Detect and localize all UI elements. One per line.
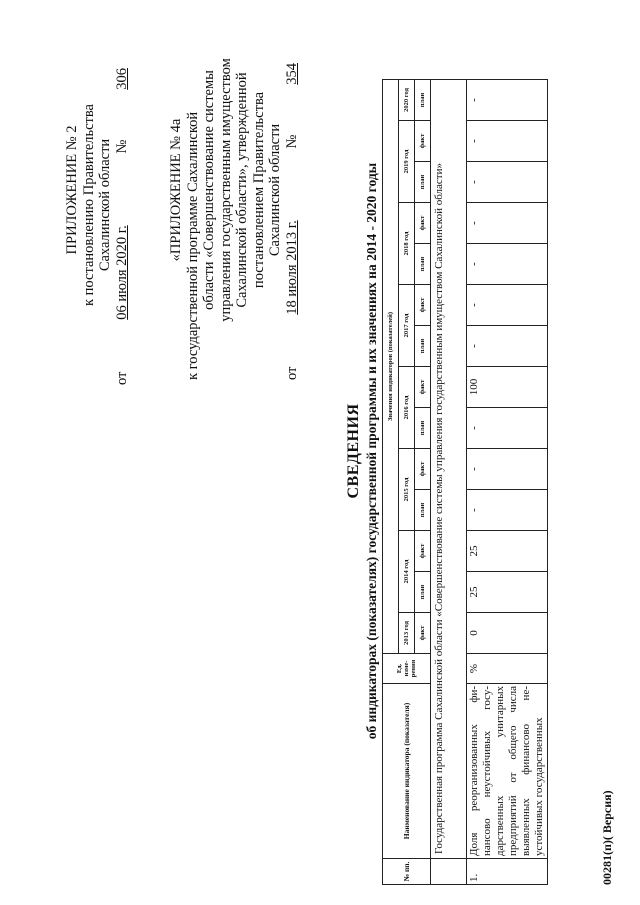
value-2015-fact: - [467, 449, 548, 490]
value-2013-fact: 0 [467, 613, 548, 654]
appendix-2-from-label: от [113, 371, 130, 385]
appendix-4a-line4: Сахалинской области», утвержденной [234, 72, 250, 308]
appendix-2-line2: Сахалинской области [97, 138, 113, 272]
value-2020-plan: - [467, 80, 548, 121]
value-2014-fact: 25 [467, 531, 548, 572]
value-2014-plan: 25 [467, 572, 548, 613]
col-header-values: Значения индикаторов (показателей) [383, 80, 399, 654]
value-2016-fact: 100 [467, 367, 548, 408]
value-2017-plan: - [467, 326, 548, 367]
sub-header-plan: план [415, 80, 431, 121]
sub-header-fact: факт [415, 531, 431, 572]
appendix-4a-number-label: № [283, 134, 300, 149]
appendix-2-block [64, 25, 130, 385]
section-row-program: Государственная программа Сахалинской области «Совершенствование системы управления государственным имуществом Сахалинской области» [431, 80, 467, 859]
section-row-spacer [431, 859, 467, 885]
appendix-2-date-row [114, 50, 131, 385]
appendix-2-line1: к постановлению Правительства [80, 104, 97, 306]
year-header-2015: 2015 год [399, 449, 415, 531]
indicators-table [382, 79, 548, 885]
row-indicator-name: Доля реорганизованных фи- нансово неустойчивых госу- дарственных унитарных предприятий от общего числа выявленных финансово не- устойчивых государственных [467, 684, 548, 859]
appendix-4a-number: 354 [283, 63, 300, 85]
document-subtitle: об индикаторах (показателях) государственной программы и их значениях на 2014 - 2020 годы [364, 162, 379, 740]
appendix-4a-line3: управления государственным имуществом [217, 58, 234, 322]
appendix-4a-line5: постановлением Правительства [250, 91, 267, 289]
appendix-4a-title: «ПРИЛОЖЕНИЕ № 4а [168, 118, 184, 262]
year-header-2013: 2013 год [399, 613, 415, 654]
sub-header-fact: факт [415, 285, 431, 326]
year-header-2017: 2017 год [399, 285, 415, 367]
appendix-2-title: ПРИЛОЖЕНИЕ № 2 [64, 125, 80, 255]
appendix-4a-date: 18 июля 2013 г. [283, 220, 300, 315]
year-header-2018: 2018 год [399, 203, 415, 285]
document-title: СВЕДЕНИЯ [345, 403, 362, 499]
sub-header-fact: факт [415, 449, 431, 490]
sub-header-plan: план [415, 162, 431, 203]
value-2017-fact: - [467, 285, 548, 326]
sub-header-fact: факт [415, 203, 431, 244]
row-unit: % [467, 654, 548, 684]
value-2018-fact: - [467, 203, 548, 244]
appendix-4a-line1: к государственной программе Сахалинской [184, 111, 201, 380]
appendix-4a-line2: области «Совершенствование системы [201, 70, 217, 310]
col-header-number: № пп. [383, 859, 431, 885]
sub-header-fact: факт [415, 613, 431, 654]
document-code: 00281(п)( Версия) [600, 790, 614, 885]
col-header-name: Наименование индикатора (показателя) [383, 684, 431, 859]
year-header-2014: 2014 год [399, 531, 415, 613]
value-2015-plan: - [467, 490, 548, 531]
sub-header-fact: факт [415, 367, 431, 408]
row-number: 1. [467, 859, 548, 885]
value-2016-plan: - [467, 408, 548, 449]
sub-header-plan: план [415, 490, 431, 531]
sub-header-fact: факт [415, 121, 431, 162]
sub-header-plan: план [415, 408, 431, 449]
appendix-4a-line6: Сахалинской области [267, 123, 283, 257]
appendix-2-number: 306 [113, 68, 130, 90]
table-row [467, 80, 548, 885]
col-header-unit: Ед. изме- рения [383, 654, 431, 684]
year-header-2016: 2016 год [399, 367, 415, 449]
year-header-2020: 2020 год [399, 80, 415, 121]
sub-header-plan: план [415, 572, 431, 613]
value-2019-fact: - [467, 121, 548, 162]
sub-header-plan: план [415, 326, 431, 367]
sub-header-plan: план [415, 244, 431, 285]
value-2019-plan: - [467, 162, 548, 203]
appendix-4a-date-row [284, 45, 301, 380]
appendix-4a-block [168, 0, 300, 380]
year-header-2019: 2019 год [399, 121, 415, 203]
appendix-2-date: 06 июля 2020 г. [113, 225, 130, 320]
appendix-2-number-label: № [113, 139, 130, 154]
appendix-4a-from-label: от [283, 366, 300, 380]
document-heading [345, 17, 380, 885]
value-2018-plan: - [467, 244, 548, 285]
